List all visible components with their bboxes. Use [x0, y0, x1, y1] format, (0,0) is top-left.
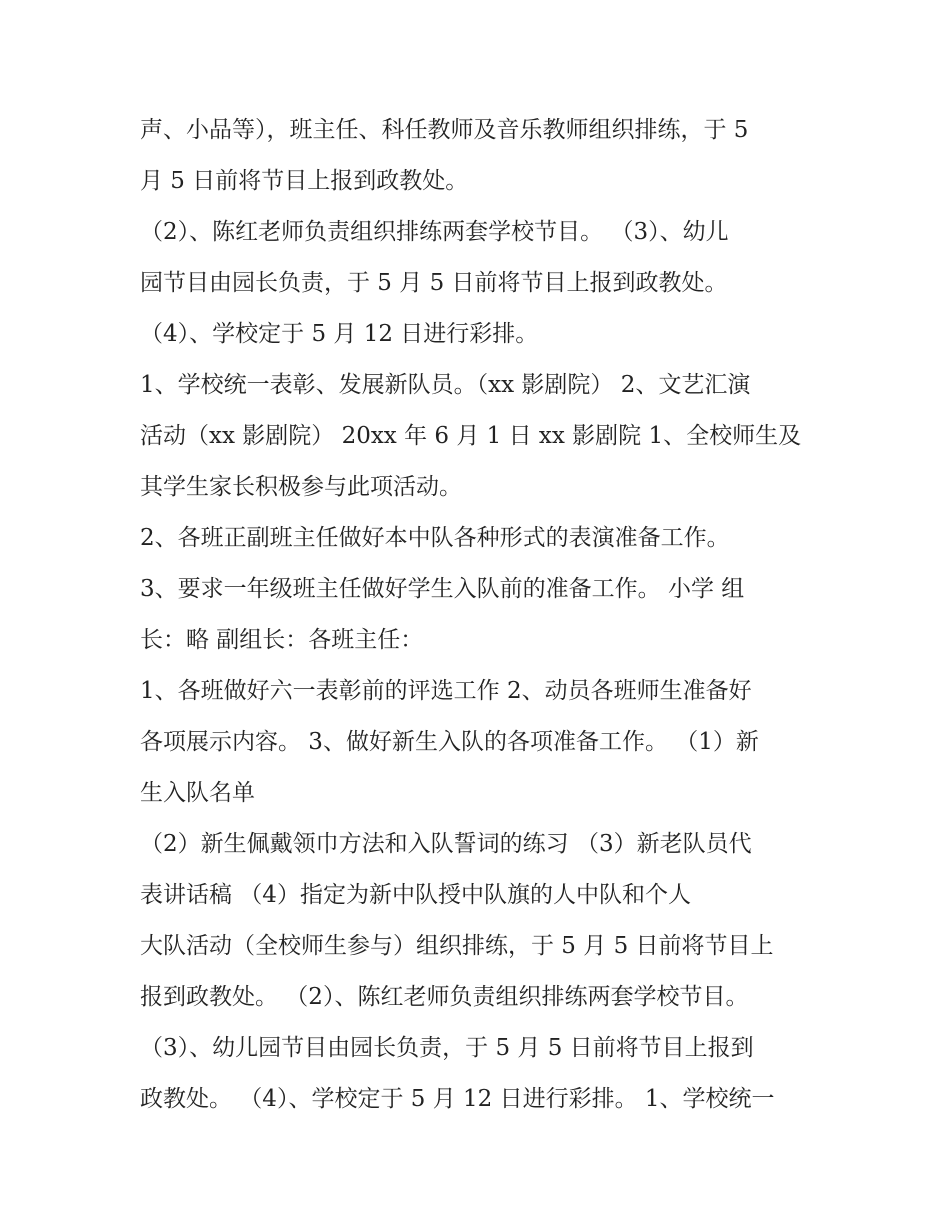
text-line-19: （3）、幼儿园节目由园长负责，于 5 月 5 日前将节目上报到 — [140, 1035, 754, 1061]
text-line-1: 声、小品等），班主任、科任教师及音乐教师组织排练，于 5 — [140, 117, 749, 143]
text-line-7: 活动（xx 影剧院） 20xx 年 6 月 1 日 xx 影剧院 1、全校师生及 — [140, 423, 802, 449]
text-line-12: 1、各班做好六一表彰前的评选工作 2、动员各班师生准备好 — [140, 678, 752, 704]
text-line-11: 长：略 副组长：各班主任： — [140, 627, 424, 653]
text-line-9: 2、各班正副班主任做好本中队各种形式的表演准备工作。 — [140, 525, 730, 551]
text-line-2: 月 5 日前将节目上报到政教处。 — [140, 168, 469, 194]
text-line-20: 政教处。 （4）、学校定于 5 月 12 日进行彩排。 1、学校统一 — [140, 1086, 775, 1112]
text-line-4: 园节目由园长负责，于 5 月 5 日前将节目上报到政教处。 — [140, 270, 728, 296]
text-line-15: （2）新生佩戴领巾方法和入队誓词的练习 （3）新老队员代 — [140, 831, 752, 857]
text-line-17: 大队活动（全校师生参与）组织排练，于 5 月 5 日前将节目上 — [140, 933, 774, 959]
text-line-5: （4）、学校定于 5 月 12 日进行彩排。 — [140, 321, 539, 347]
text-line-13: 各项展示内容。 3、做好新生入队的各项准备工作。 （1）新 — [140, 729, 759, 755]
text-line-8: 其学生家长积极参与此项活动。 — [140, 474, 462, 500]
text-line-10: 3、要求一年级班主任做好学生入队前的准备工作。 小学 组 — [140, 576, 745, 602]
text-line-16: 表讲话稿 （4）指定为新中队授中队旗的人中队和个人 — [140, 882, 691, 908]
text-line-18: 报到政教处。 （2）、陈红老师负责组织排练两套学校节目。 — [140, 984, 749, 1010]
text-line-3: （2）、陈红老师负责组织排练两套学校节目。 （3）、幼儿 — [140, 219, 729, 245]
text-line-6: 1、学校统一表彰、发展新队员。（xx 影剧院） 2、文艺汇演 — [140, 372, 751, 398]
text-line-14: 生入队名单 — [140, 780, 255, 806]
document-body — [140, 112, 810, 1132]
